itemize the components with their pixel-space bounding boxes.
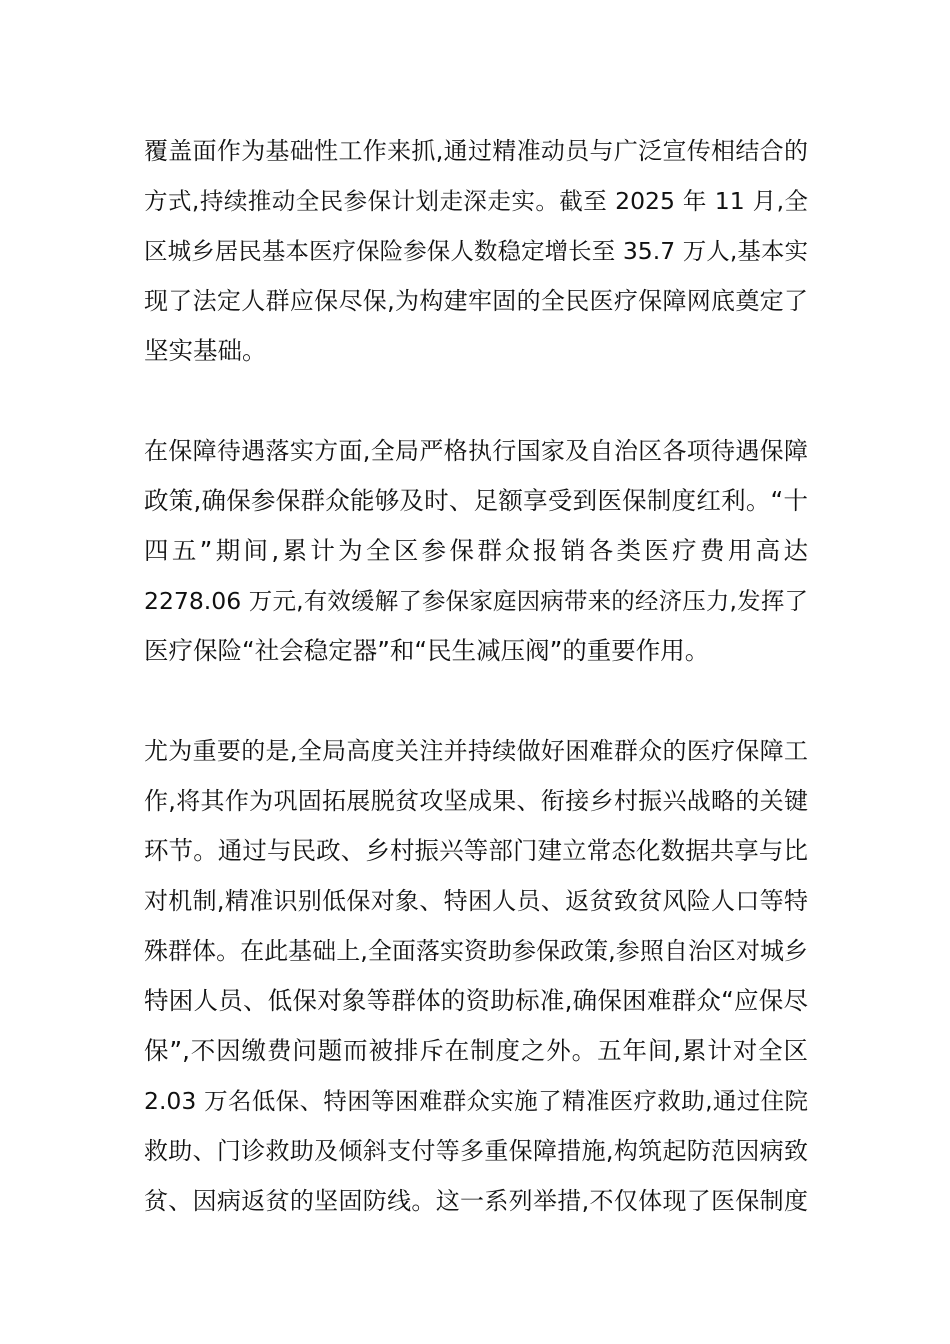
text-line: 在保障待遇落实方面,全局严格执行国家及自治区各项待遇保障 [144, 437, 808, 465]
text-line: 现了法定人群应保尽保,为构建牢固的全民医疗保障网底奠定了 [144, 287, 808, 315]
text-line: 对机制,精准识别低保对象、特困人员、返贫致贫风险人口等特 [144, 887, 808, 915]
text-line: 保”,不因缴费问题而被排斥在制度之外。五年间,累计对全区 [144, 1036, 808, 1065]
text-line: 方式,持续推动全民参保计划走深走实。截至 2025 年 11 月,全 [144, 187, 808, 215]
text-line: 覆盖面作为基础性工作来抓,通过精准动员与广泛宣传相结合的 [144, 137, 808, 165]
text-line: 区城乡居民基本医疗保险参保人数稳定增长至 35.7 万人,基本实 [144, 237, 808, 265]
text-line: 四五”期间,累计为全区参保群众报销各类医疗费用高达 [144, 536, 808, 565]
text-line: 政策,确保参保群众能够及时、足额享受到医保制度红利。“十 [144, 486, 808, 515]
text-line: 贫、因病返贫的坚固防线。这一系列举措,不仅体现了医保制度 [144, 1187, 808, 1215]
text-line: 尤为重要的是,全局高度关注并持续做好困难群众的医疗保障工 [144, 737, 808, 765]
text-line: 环节。通过与民政、乡村振兴等部门建立常态化数据共享与比 [144, 836, 808, 865]
text-line: 殊群体。在此基础上,全面落实资助参保政策,参照自治区对城乡 [144, 937, 808, 965]
text-line: 2278.06 万元,有效缓解了参保家庭因病带来的经济压力,发挥了 [144, 587, 808, 615]
text-line: 救助、门诊救助及倾斜支付等多重保障措施,构筑起防范因病致 [144, 1137, 808, 1165]
text-line: 2.03 万名低保、特困等困难群众实施了精准医疗救助,通过住院 [144, 1087, 808, 1115]
text-line: 医疗保险“社会稳定器”和“民生减压阀”的重要作用。 [144, 636, 710, 665]
text-line: 坚实基础。 [144, 336, 267, 365]
text-line: 特困人员、低保对象等群体的资助标准,确保困难群众“应保尽 [144, 986, 808, 1015]
text-line: 作,将其作为巩固拓展脱贫攻坚成果、衔接乡村振兴战略的关键 [144, 787, 808, 815]
